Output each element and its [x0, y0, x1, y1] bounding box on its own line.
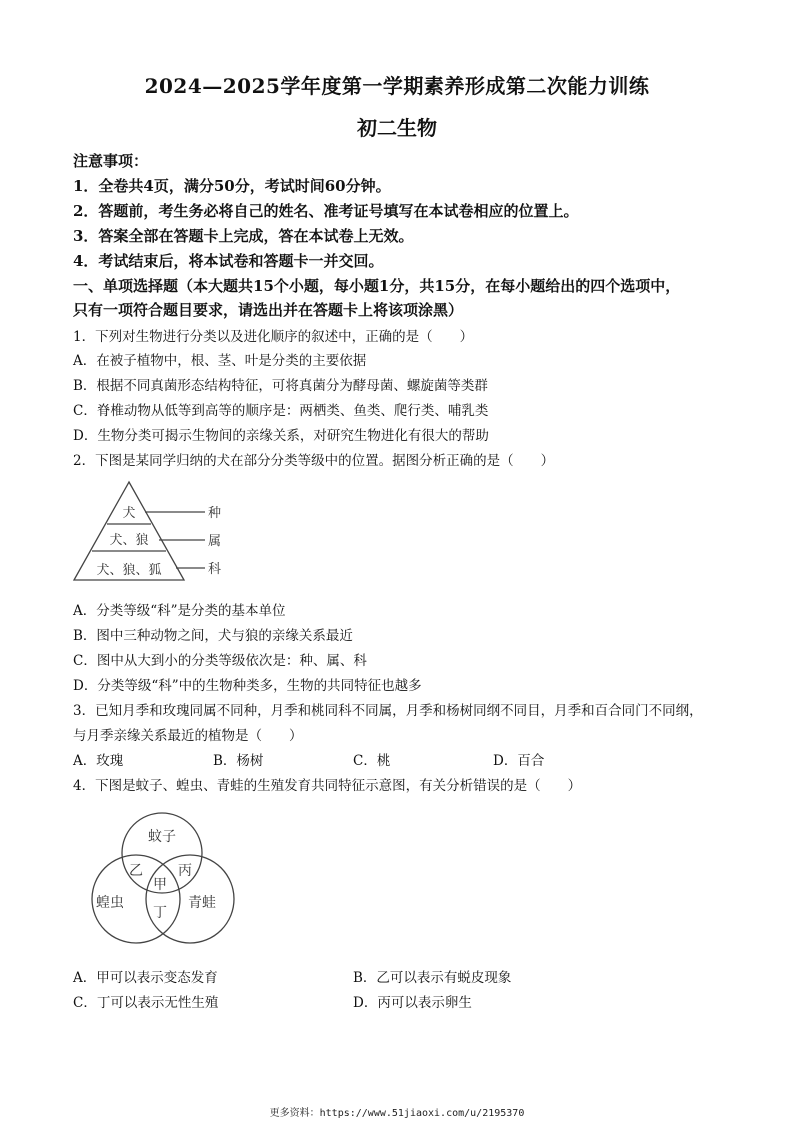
q1-stem: 1．下列对生物进行分类以及进化顺序的叙述中，正确的是（ ） — [73, 329, 474, 345]
venn-label-frog: 青蛙 — [188, 895, 216, 911]
q4-option-b: B．乙可以表示有蜕皮现象 — [353, 970, 512, 986]
rank-label-family: 科 — [208, 562, 222, 577]
q3-option-a: A．玫瑰 — [73, 753, 124, 769]
q4-option-d: D．丙可以表示卵生 — [353, 995, 472, 1011]
notice-item-2: 2．答题前，考生务必将自己的姓名、准考证号填写在本试卷相应的位置上。 — [73, 202, 579, 220]
pyramid-level-1: 犬 — [122, 506, 136, 521]
page-title: 2024—2025学年度第一学期素养形成第二次能力训练 — [144, 74, 650, 98]
q4-option-c: C．丁可以表示无性生殖 — [73, 995, 219, 1011]
notice-item-3: 3．答案全部在答题卡上完成，答在本试卷上无效。 — [73, 227, 414, 245]
rank-label-genus: 属 — [208, 534, 222, 549]
q4-stem: 4．下图是蚊子、蝗虫、青蛙的生殖发育共同特征示意图，有关分析错误的是（ ） — [73, 778, 582, 794]
q1-option-a: A．在被子植物中，根、茎、叶是分类的主要依据 — [73, 353, 367, 369]
venn-region-bing: 丙 — [178, 863, 192, 879]
footer-link[interactable]: 更多资料：https://www.51jiaoxi.com/u/2195370 — [269, 1108, 525, 1119]
q2-option-a: A．分类等级“科”是分类的基本单位 — [73, 603, 286, 619]
q4-option-a: A．甲可以表示变态发育 — [73, 970, 218, 986]
rank-label-species: 种 — [208, 506, 222, 521]
q2-option-d: D．分类等级“科”中的生物种类多，生物的共同特征也越多 — [73, 678, 422, 694]
q3-stem-line1: 3．已知月季和玫瑰同属不同种，月季和桃同科不同属，月季和杨树同纲不同目，月季和百合同门不同纲， — [73, 703, 703, 719]
q3-stem-line2: 与月季亲缘关系最近的植物是（ ） — [73, 728, 303, 744]
venn-diagram — [78, 806, 248, 956]
section-heading-line2: 只有一项符合题目要求，请选出并在答题卡上将该项涂黑） — [73, 301, 464, 319]
venn-region-ding: 丁 — [153, 905, 167, 921]
classification-pyramid-diagram — [70, 478, 240, 588]
q1-option-d: D．生物分类可揭示生物间的亲缘关系，对研究生物进化有很大的帮助 — [73, 428, 489, 444]
q1-option-c: C．脊椎动物从低等到高等的顺序是：两栖类、鱼类、爬行类、哺乳类 — [73, 403, 489, 419]
pyramid-level-2: 犬、狼 — [109, 533, 149, 548]
q2-option-c: C．图中从大到小的分类等级依次是：种、属、科 — [73, 653, 367, 669]
venn-region-yi: 乙 — [129, 863, 143, 879]
venn-label-locust: 蝗虫 — [96, 895, 124, 911]
pyramid-level-3: 犬、狼、狐 — [96, 563, 162, 578]
q3-option-d: D．百合 — [493, 753, 545, 769]
notice-heading: 注意事项： — [73, 152, 149, 170]
notice-item-1: 1．全卷共4页，满分50分，考试时间60分钟。 — [73, 177, 391, 195]
q1-option-b: B．根据不同真菌形态结构特征，可将真菌分为酵母菌、螺旋菌等类群 — [73, 378, 488, 394]
venn-region-jia: 甲 — [153, 877, 167, 893]
q2-option-b: B．图中三种动物之间，犬与狼的亲缘关系最近 — [73, 628, 353, 644]
section-heading-line1: 一、单项选择题（本大题共15个小题，每小题1分，共15分，在每小题给出的四个选项中， — [73, 277, 681, 295]
venn-label-mosquito: 蚊子 — [148, 829, 176, 845]
notice-item-4: 4．考试结束后，将本试卷和答题卡一并交回。 — [73, 252, 384, 270]
q2-stem: 2．下图是某同学归纳的犬在部分分类等级中的位置。据图分析正确的是（ ） — [73, 453, 555, 469]
q3-option-b: B．杨树 — [213, 753, 264, 769]
page-subtitle: 初二生物 — [357, 116, 437, 140]
q3-option-c: C．桃 — [353, 753, 391, 769]
